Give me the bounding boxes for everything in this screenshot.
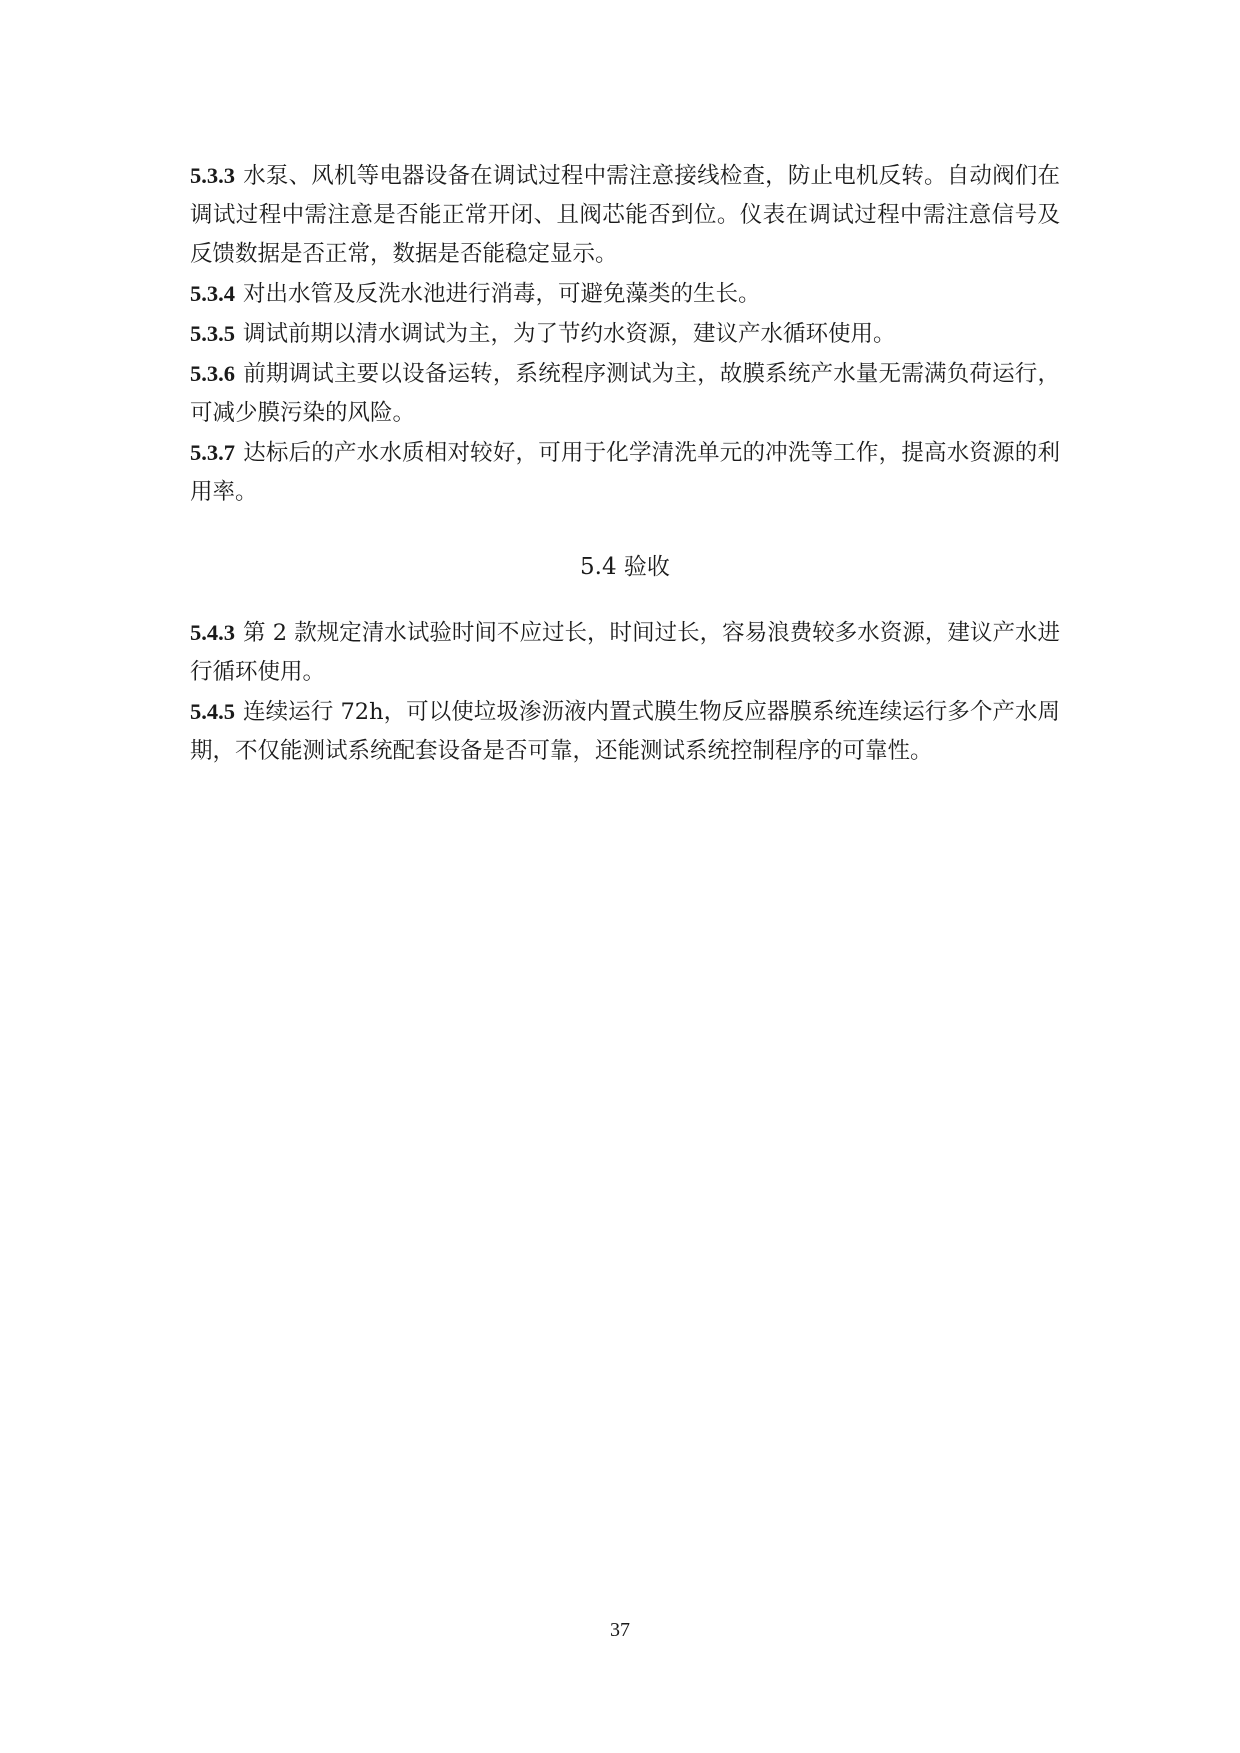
section-heading: 5.4 验收 [580, 554, 670, 580]
clause-number: 5.3.7 [190, 440, 235, 465]
clause-text: 连续运行 72h，可以使垃圾渗沥液内置式膜生物反应器膜系统连续运行多个产水周期，不仅能测试系统配套设备是否可靠，还能测试系统控制程序的可靠性。 [190, 699, 1060, 764]
clause-number: 5.3.4 [190, 281, 235, 306]
clause-text: 水泵、风机等电器设备在调试过程中需注意接线检查，防止电机反转。自动阀们在调试过程中需注意是否能正常开闭、且阀芯能否到位。仪表在调试过程中需注意信号及反馈数据是否正常，数据是否能稳定显示。 [190, 163, 1060, 267]
clause-number: 5.3.5 [190, 321, 235, 346]
clause-text: 对出水管及反洗水池进行消毒，可避免藻类的生长。 [243, 281, 761, 307]
clause-5-3-3 [190, 156, 1060, 274]
clause-5-4-3 [190, 613, 1060, 692]
clause-5-3-5 [190, 314, 1060, 354]
clause-number: 5.3.3 [190, 163, 235, 188]
clause-text: 第 2 款规定清水试验时间不应过长，时间过长，容易浪费较多水资源，建议产水进行循环使用。 [190, 620, 1060, 685]
clause-number: 5.4.5 [190, 699, 235, 724]
page-number: 37 [610, 1619, 630, 1641]
clause-5-3-7 [190, 433, 1060, 512]
clause-number: 5.3.6 [190, 361, 235, 386]
clause-5-4-5 [190, 692, 1060, 771]
clause-number: 5.4.3 [190, 620, 235, 645]
clause-text: 前期调试主要以设备运转，系统程序测试为主，故膜系统产水量无需满负荷运行，可减少膜污染的风险。 [190, 361, 1060, 426]
clause-5-3-6 [190, 354, 1060, 433]
clause-text: 达标后的产水水质相对较好，可用于化学清洗单元的冲洗等工作，提高水资源的利用率。 [190, 440, 1060, 505]
clause-5-3-4 [190, 274, 1060, 314]
page-content [190, 156, 1060, 771]
clause-text: 调试前期以清水调试为主，为了节约水资源，建议产水循环使用。 [243, 321, 896, 347]
